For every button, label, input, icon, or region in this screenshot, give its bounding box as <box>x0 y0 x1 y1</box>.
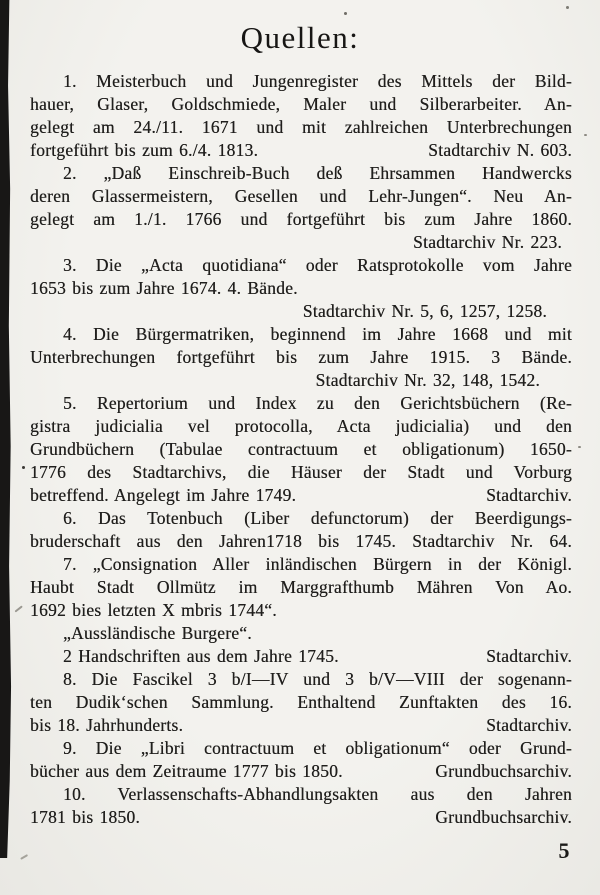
text-line: bruderschaft aus den Jahren1718 bis 1745. Stadtarchiv Nr. 64. <box>30 531 572 551</box>
text-line: 5. Repertorium und Index zu den Gerichtsbüchern (Re- <box>63 393 572 413</box>
text-line <box>30 714 572 737</box>
archive-reference: Stadtarchiv. <box>486 715 572 735</box>
text-line <box>30 760 572 783</box>
archive-reference: Stadtarchiv. <box>486 646 572 666</box>
scan-speck <box>344 12 347 15</box>
text-line: 1653 bis zum Jahre 1674. 4. Bände. <box>30 278 298 298</box>
text-segment: betreffend. Angelegt im Jahre 1749. <box>30 485 297 505</box>
archive-reference: Stadtarchiv N. 603. <box>428 140 572 160</box>
text-line <box>30 645 572 668</box>
scan-speck <box>20 854 28 859</box>
text-segment: 2 Handschriften aus dem Jahre 1745. <box>63 646 339 666</box>
archive-reference: Grundbuchsarchiv. <box>435 761 572 781</box>
archive-reference: Stadtarchiv Nr. 5, 6, 1257, 1258. <box>302 301 547 321</box>
page-title: Quellen: <box>240 20 360 55</box>
scan-edge-artifact <box>0 0 13 858</box>
scan-speck <box>14 605 22 612</box>
text-segment: fortgeführt bis zum 6./4. 1813. <box>30 140 259 160</box>
text-line <box>30 806 572 829</box>
archive-reference: Grundbuchsarchiv. <box>435 807 572 827</box>
text-segment: bis 18. Jahrhunderts. <box>30 715 184 735</box>
text-line: 9. Die „Libri contractuum et obligationum“ oder Grund- <box>63 738 572 758</box>
text-line: 2. „Daß Einschreib-Buch deß Ehrsammen Handwercks <box>63 163 572 183</box>
text-line: 1692 bies letzten X mbris 1744“. <box>30 600 277 620</box>
text-line: gelegt am 1./1. 1766 und fortgeführt bis zum Jahre 1860. <box>30 209 572 229</box>
text-line: ten Dudik‘schen Sammlung. Enthaltend Zunftakten des 16. <box>30 692 572 712</box>
text-line: 8. Die Fascikel 3 b/I—IV und 3 b/V—VIII der sogenann- <box>63 669 572 689</box>
text-segment: 1781 bis 1850. <box>30 807 141 827</box>
text-line: 1. Meisterbuch und Jungenregister des Mittels der Bild- <box>63 71 572 91</box>
text-line <box>30 484 572 507</box>
text-line <box>30 139 572 162</box>
text-segment: bücher aus dem Zeitraume 1777 bis 1850. <box>30 761 343 781</box>
text-line: deren Glassermeistern, Gesellen und Lehr-Jungen“. Neu An- <box>30 186 572 206</box>
text-line: 1776 des Stadtarchivs, die Häuser der Stadt und Vorburg <box>30 462 572 482</box>
scan-speck <box>566 6 569 9</box>
page-number: 5 <box>558 838 570 863</box>
text-line: hauer, Glaser, Goldschmiede, Maler und Silberarbeiter. An- <box>30 94 572 114</box>
text-line: 10. Verlassenschafts-Abhandlungsakten aus den Jahren <box>63 784 572 804</box>
text-line: „Aussländische Burgere“. <box>63 623 252 643</box>
scan-speck <box>584 134 587 136</box>
text-line: 7. „Consignation Aller inländischen Bürgern in der Königl. <box>63 554 572 574</box>
archive-reference: Stadtarchiv Nr. 32, 148, 1542. <box>315 370 540 390</box>
scan-speck <box>578 446 581 448</box>
text-line: 3. Die „Acta quotidiana“ oder Ratsprotokolle vom Jahre <box>63 255 572 275</box>
text-line: Unterbrechungen fortgeführt bis zum Jahre 1915. 3 Bände. <box>30 347 572 367</box>
archive-reference: Stadtarchiv Nr. 223. <box>413 232 562 252</box>
archive-reference: Stadtarchiv. <box>486 485 572 505</box>
text-line: 4. Die Bürgermatriken, beginnend im Jahre 1668 und mit <box>63 324 572 344</box>
text-line: gistra judicialia vel protocolla, Acta judicialia) und den <box>30 416 572 436</box>
scan-speck <box>22 466 25 469</box>
text-line: gelegt am 24./11. 1671 und mit zahlreichen Unterbrechungen <box>30 117 572 137</box>
text-line: Haubt Stadt Ollmütz im Marggrafthumb Mähren Von Ao. <box>30 577 572 597</box>
text-line: 6. Das Totenbuch (Liber defunctorum) der Beerdigungs- <box>63 508 572 528</box>
text-line: Grundbüchern (Tabulae contractuum et obligationum) 1650- <box>30 439 572 459</box>
sources-list <box>30 70 572 829</box>
